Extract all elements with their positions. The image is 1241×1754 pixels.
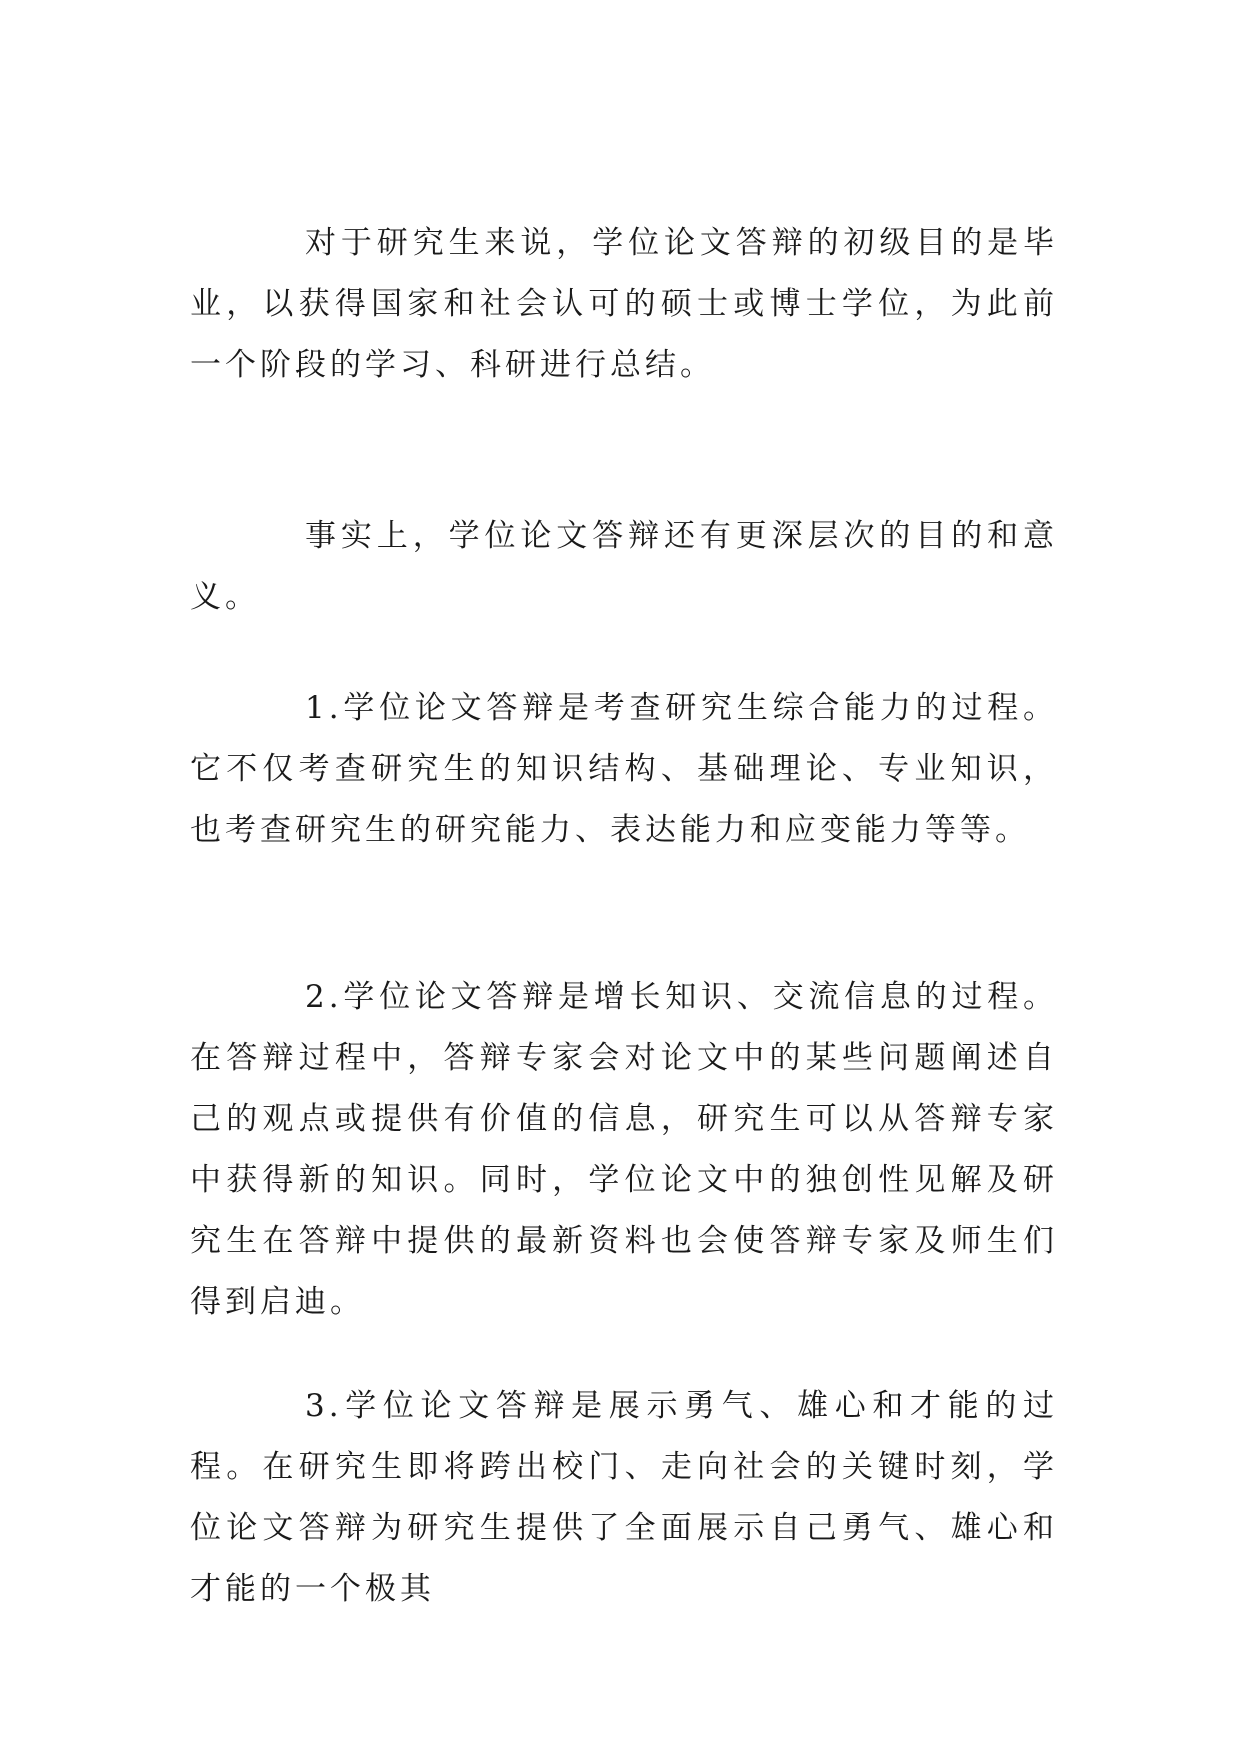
paragraph-point-2: 2.学位论文答辩是增长知识、交流信息的过程。在答辩过程中，答辩专家会对论文中的某些问题阐述自己的观点或提供有价值的信息，研究生可以从答辩专家中获得新的知识。同时，学位论文中的独创性见解及研究生在答辩中提供的最新资料也会使答辩专家及师生们得到启迪。 [190, 979, 1058, 1320]
paragraph-deeper-purpose: 事实上，学位论文答辩还有更深层次的目的和意义。 [190, 518, 1058, 615]
paragraph-point-3: 3.学位论文答辩是展示勇气、雄心和才能的过程。在研究生即将跨出校门、走向社会的关键时刻，学位论文答辩为研究生提供了全面展示自己勇气、雄心和才能的一个极其 [190, 1388, 1058, 1607]
paragraph-point-1: 1.学位论文答辩是考查研究生综合能力的过程。它不仅考查研究生的知识结构、基础理论、专业知识，也考查研究生的研究能力、表达能力和应变能力等等。 [190, 690, 1058, 848]
paragraph-intro: 对于研究生来说，学位论文答辩的初级目的是毕业，以获得国家和社会认可的硕士或博士学位，为此前一个阶段的学习、科研进行总结。 [190, 225, 1058, 383]
